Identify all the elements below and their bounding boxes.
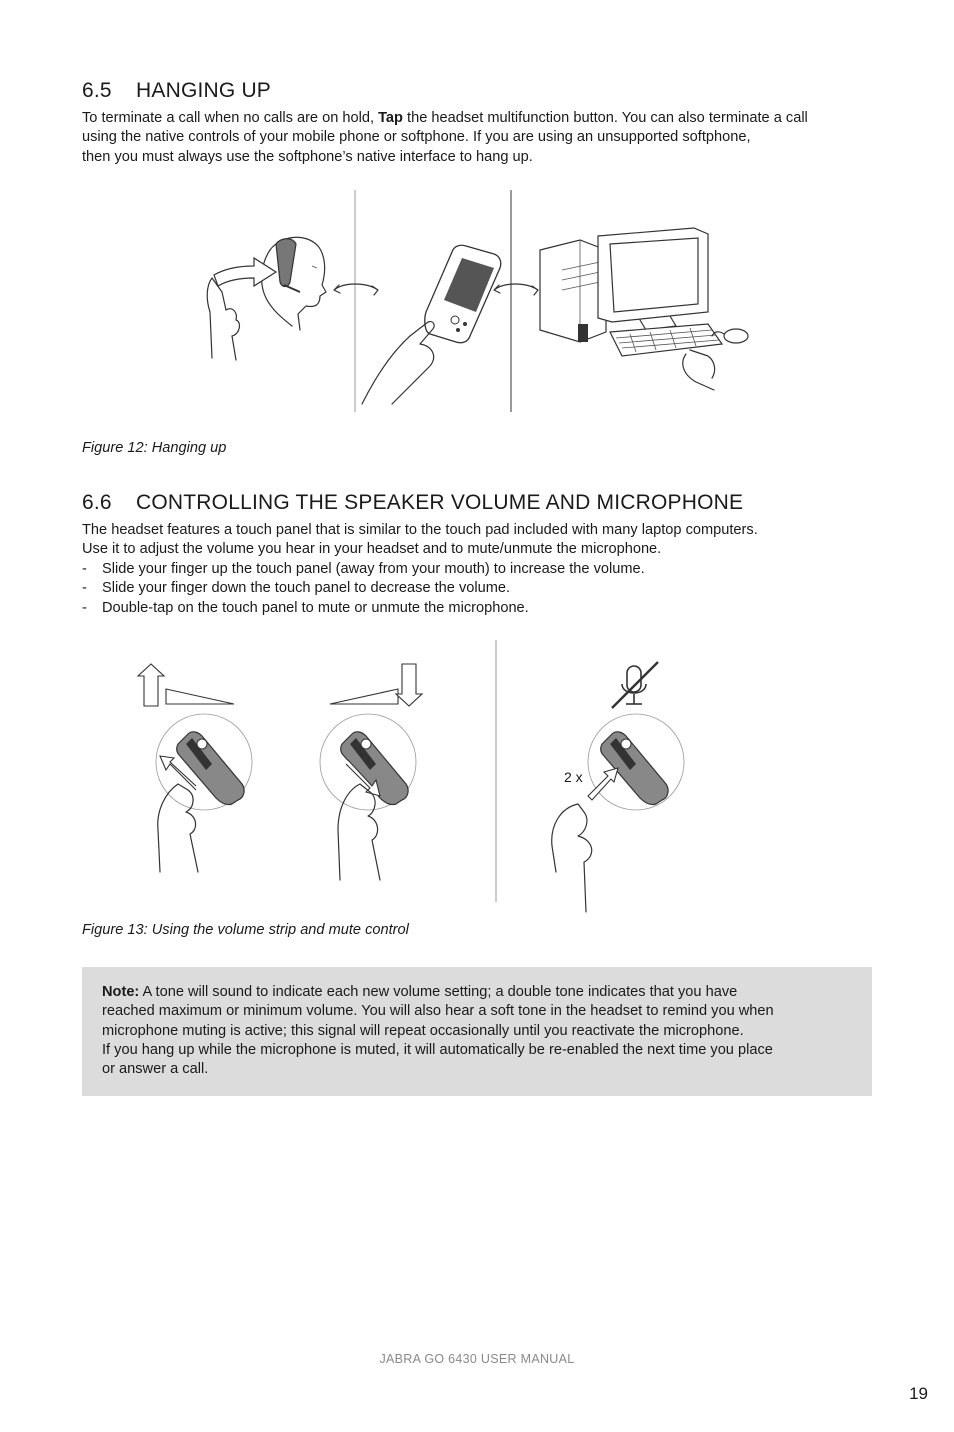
para-line: using the native controls of your mobile phone or softphone. If you are using an unsupported softphone,	[82, 129, 751, 146]
section-title: CONTROLLING THE SPEAKER VOLUME AND MICROPHONE	[136, 491, 744, 514]
page-footer: JABRA GO 6430 USER MANUAL	[379, 1352, 575, 1366]
section-number: 6.6	[82, 491, 112, 514]
volume-down-panel	[320, 664, 422, 880]
para-text: To terminate a call when no calls are on hold,	[82, 110, 379, 126]
headset-icon	[601, 732, 668, 805]
note-line: reached maximum or minimum volume. You will also hear a soft tone in the headset to remind you when	[102, 1003, 774, 1020]
mute-panel	[552, 662, 684, 912]
note-text	[102, 983, 774, 1079]
hand-icon	[158, 784, 198, 872]
note-line: If you hang up while the microphone is muted, it will automatically be re-enabled the next time you place	[102, 1041, 773, 1058]
headset-icon	[177, 732, 244, 805]
para-line: then you must always use the softphone’s native interface to hang up.	[82, 148, 533, 165]
figure-13-caption: Figure 13: Using the volume strip and mute control	[82, 922, 409, 938]
up-arrow-icon	[138, 664, 164, 706]
note-box	[82, 967, 872, 1096]
volume-ramp-icon	[166, 689, 234, 704]
page-number: 19	[909, 1384, 928, 1403]
list-item: - Slide your finger down the touch panel to decrease the volume.	[82, 579, 645, 598]
para-text: the headset multifunction button. You can also terminate a call	[402, 110, 808, 126]
list-item: - Double-tap on the touch panel to mute or unmute the microphone.	[82, 599, 645, 618]
para-line: Use it to adjust the volume you hear in your headset and to mute/unmute the microphone.	[82, 541, 662, 558]
note-line: or answer a call.	[102, 1061, 209, 1078]
volume-ramp-icon	[330, 689, 398, 704]
down-arrow-icon	[396, 664, 422, 706]
list-item: - Slide your finger up the touch panel (away from your mouth) to increase the volume.	[82, 560, 645, 579]
muted-microphone-icon	[612, 662, 658, 708]
section-title: HANGING UP	[136, 79, 272, 102]
hand-icon	[338, 784, 380, 880]
figure-12-caption: Figure 12: Hanging up	[82, 440, 227, 456]
note-label: Note:	[102, 984, 140, 1000]
hand-icon	[552, 804, 592, 912]
note-line: microphone muting is active; this signal will repeat occasionally until you reactivate the microphone.	[102, 1022, 744, 1039]
double-tap-label: 2 x	[564, 769, 583, 785]
note-line: A tone will sound to indicate each new volume setting; a double tone indicates that you have	[139, 984, 738, 1000]
para-line: The headset features a touch panel that is similar to the touch pad included with many laptop computers.	[82, 522, 758, 538]
tap-arrow-icon	[588, 768, 618, 800]
volume-up-panel	[138, 664, 252, 872]
section-number: 6.5	[82, 79, 112, 102]
tap-keyword: Tap	[378, 110, 403, 126]
